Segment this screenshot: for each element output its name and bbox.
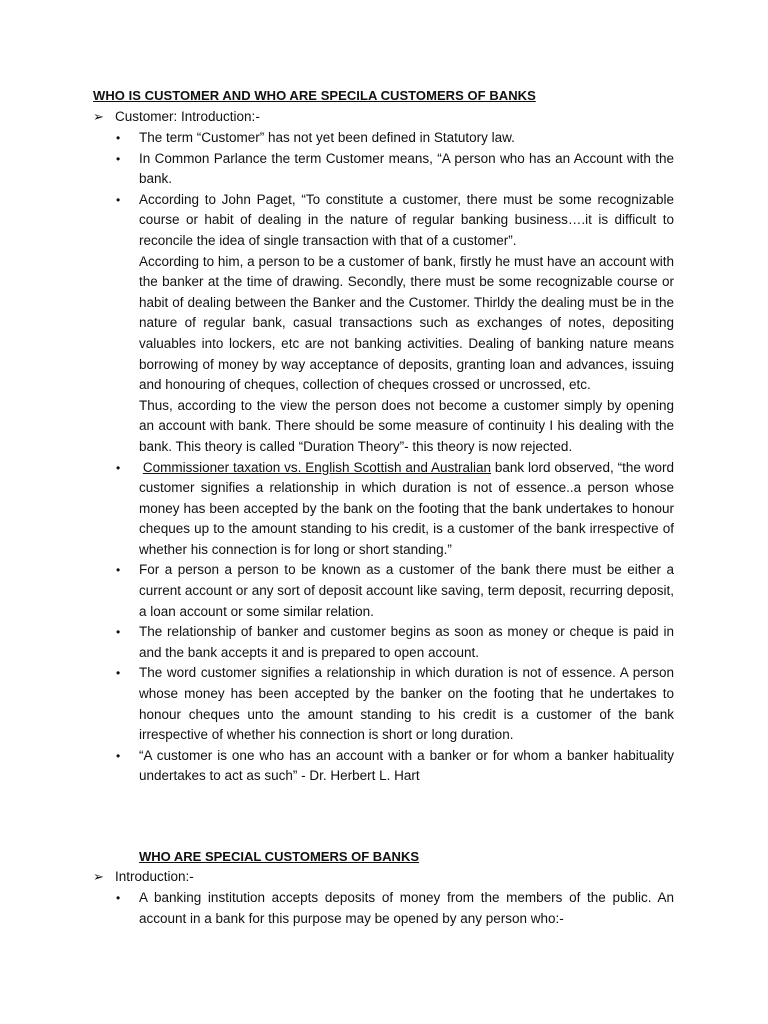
list-item-text bbox=[139, 458, 674, 561]
list-item bbox=[0, 888, 674, 929]
list-item-text: A banking institution accepts deposits of money from the members of the public. An account in a bank for this purpose may be opened by any person who:- bbox=[139, 890, 674, 926]
list-item bbox=[0, 560, 674, 622]
list-item bbox=[0, 622, 674, 663]
customer-bullet-list bbox=[0, 128, 768, 787]
list-item-text: The relationship of banker and customer begins as soon as money or cheque is paid in and the bank accepts it and is prepared to open account. bbox=[139, 624, 674, 660]
page-title: WHO IS CUSTOMER AND WHO ARE SPECILA CUSTOMERS OF BANKS bbox=[93, 88, 536, 103]
list-item-text: For a person a person to be known as a customer of the bank there must be either a current account or any sort of deposit account like saving, term deposit, recurring deposit, a loan account or some similar relation. bbox=[139, 562, 674, 619]
bullet-icon: • bbox=[116, 460, 121, 475]
bullet-icon: • bbox=[116, 131, 121, 145]
section-heading-introduction bbox=[93, 867, 693, 888]
list-item-text: The term “Customer” has not yet been defined in Statutory law. bbox=[139, 130, 515, 145]
bullet-icon: • bbox=[116, 748, 121, 763]
bullet-icon: • bbox=[116, 151, 121, 166]
arrow-bullet-icon: ➢ bbox=[93, 109, 104, 124]
list-item-text: The word customer signifies a relationship in which duration is not of essence. A person whose money has been accepted by the banker on the footing that he undertakes to honour cheques unto the amount standing to his credit is a customer of the bank irrespective of whether his connection is short or long duration. bbox=[139, 665, 674, 743]
section-heading-text: Customer: Introduction:- bbox=[115, 109, 260, 124]
list-item-paragraph: Thus, according to the view the person does not become a customer simply by opening an account with bank. There should be some measure of continuity I his dealing with the bank. This theory is called “Duration Theory”- this theory is now rejected. bbox=[139, 397, 674, 454]
section-heading-text: Introduction:- bbox=[115, 869, 194, 884]
bullet-icon: • bbox=[116, 666, 121, 681]
section-heading-customer-intro bbox=[93, 107, 693, 128]
section-title-special-customers: WHO ARE SPECIAL CUSTOMERS OF BANKS bbox=[139, 849, 420, 864]
list-item-text-continued: bank lord observed, “the word customer signifies a relationship in which duration is not of essence..a person whose money has been accepted by the bank on the footing that the bank undertakes to honour cheques up to the amount standing to his credit, is a customer of the bank irrespective of whether his connection is for long or short standing.” bbox=[139, 459, 674, 557]
bullet-icon: • bbox=[116, 563, 121, 578]
list-item bbox=[0, 458, 674, 561]
case-citation-link[interactable]: Commissioner taxation vs. English Scottish and Australian bbox=[142, 459, 492, 475]
list-item bbox=[0, 663, 674, 745]
arrow-bullet-icon: ➢ bbox=[93, 869, 104, 884]
list-item bbox=[0, 190, 674, 458]
list-item bbox=[0, 128, 674, 149]
special-customers-bullet-list bbox=[0, 888, 768, 929]
list-item-paragraph: According to him, a person to be a customer of bank, firstly he must have an account with the banker at the time of drawing. Secondly, there must be some recognizable course or habit of dealing between the Banker and the Customer. Thirldy the dealing must be in the nature of regular bank, casual transactions such as exchanges of notes, depositing valuables into lockers, etc are not banking activities. Dealing of banking nature means borrowing of money by way acceptance of deposits, granting loan and advances, issuing and honouring of cheques, collection of cheques crossed or uncrossed, etc. bbox=[139, 253, 674, 393]
bullet-icon: • bbox=[116, 192, 121, 207]
list-item bbox=[0, 149, 674, 190]
list-item-text: “A customer is one who has an account with a banker or for whom a banker habituality undertakes to act as such” - Dr. Herbert L. Hart bbox=[139, 747, 674, 784]
list-item-text: In Common Parlance the term Customer means, “A person who has an Account with the bank. bbox=[139, 150, 674, 187]
bullet-icon: • bbox=[116, 891, 121, 905]
list-item-text: According to John Paget, “To constitute a customer, there must be some recognizable course or habit of dealing in the nature of regular banking business….it is difficult to reconcile the idea of single transaction with that of a customer”. bbox=[139, 191, 674, 248]
list-item bbox=[0, 746, 674, 787]
bullet-icon: • bbox=[116, 625, 121, 640]
